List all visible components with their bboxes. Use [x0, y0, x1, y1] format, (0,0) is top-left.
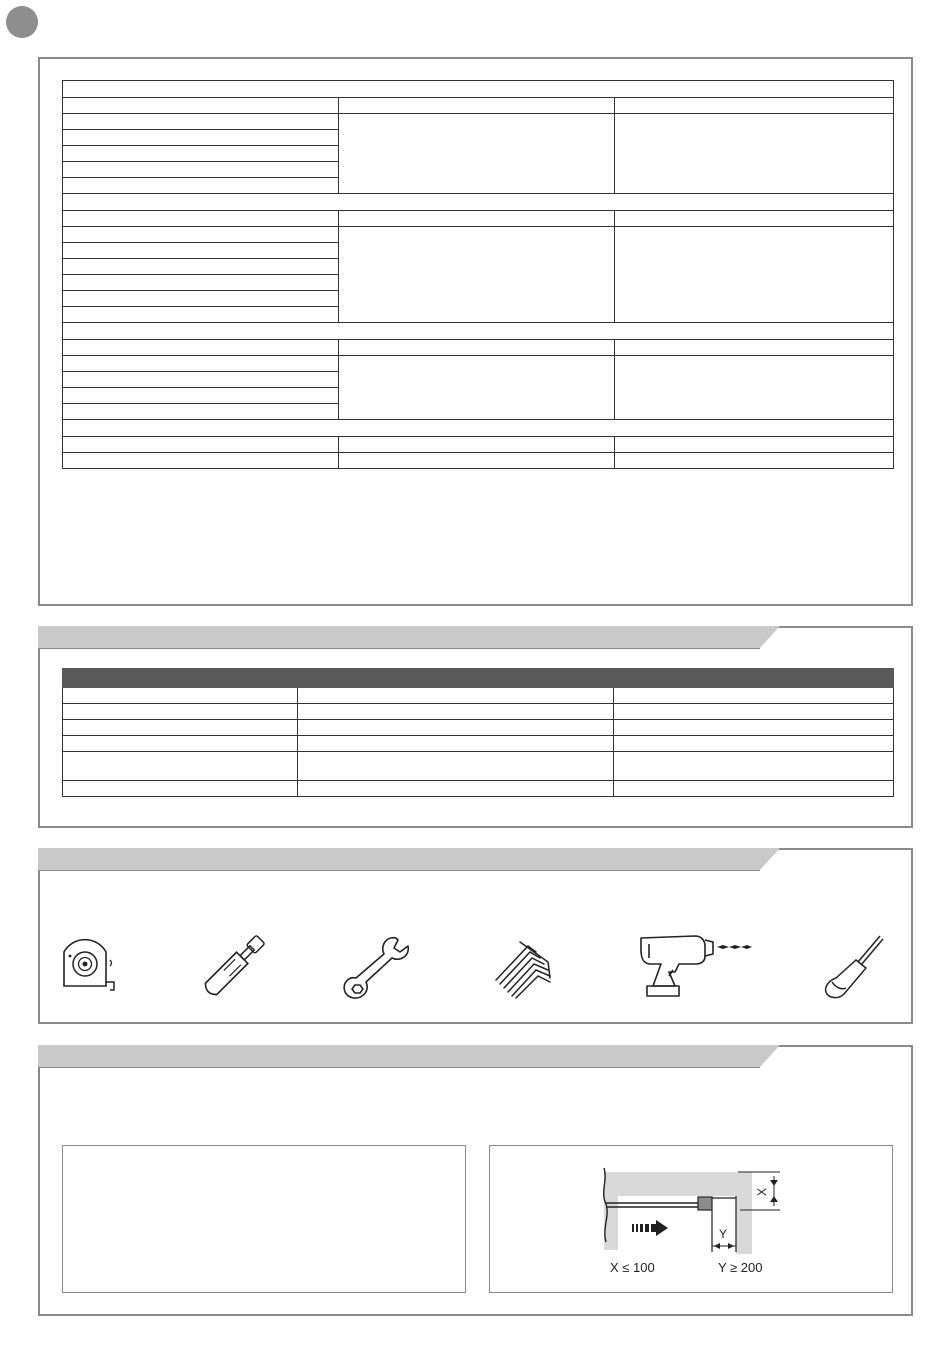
table-row	[63, 704, 894, 720]
table-row	[63, 437, 894, 453]
tape-measure-icon	[58, 934, 118, 994]
tools-panel	[38, 848, 913, 1024]
section-tab	[38, 848, 760, 871]
table-row	[63, 194, 894, 211]
figure-x-label: X	[755, 1187, 769, 1196]
wrench-icon	[342, 934, 412, 1000]
table-row	[63, 781, 894, 797]
table-row	[63, 323, 894, 340]
specs-panel	[38, 57, 913, 606]
table-row	[63, 453, 894, 469]
table-row	[63, 227, 894, 243]
x-condition-label: X ≤ 100	[610, 1260, 655, 1275]
note-box	[62, 1145, 466, 1293]
table-row	[63, 752, 894, 781]
parts-table	[62, 668, 894, 797]
small-screwdriver-icon	[818, 932, 888, 1002]
table-row	[63, 340, 894, 356]
section-panel-4	[38, 1045, 913, 1316]
hex-keys-icon	[488, 932, 564, 1002]
table-row	[63, 356, 894, 372]
table-row	[63, 420, 894, 437]
y-condition-label: Y ≥ 200	[718, 1260, 763, 1275]
table-row	[63, 114, 894, 130]
figure-y-label: Y	[719, 1227, 728, 1241]
page-marker-dot	[6, 6, 38, 38]
figure-box	[489, 1145, 893, 1293]
table-row	[63, 211, 894, 227]
table-row	[63, 98, 894, 114]
table-header-row	[63, 669, 894, 688]
table-row	[63, 688, 894, 704]
section-panel-2	[38, 626, 913, 828]
table-row	[63, 81, 894, 98]
table-row	[63, 736, 894, 752]
table-row	[63, 720, 894, 736]
section-tab	[38, 1045, 760, 1068]
drill-icon	[635, 930, 755, 1004]
installation-figure	[490, 1146, 890, 1292]
screwdriver-icon	[198, 932, 268, 1002]
specs-table	[62, 80, 894, 469]
tools-row	[40, 920, 915, 1010]
section-tab	[38, 626, 760, 649]
